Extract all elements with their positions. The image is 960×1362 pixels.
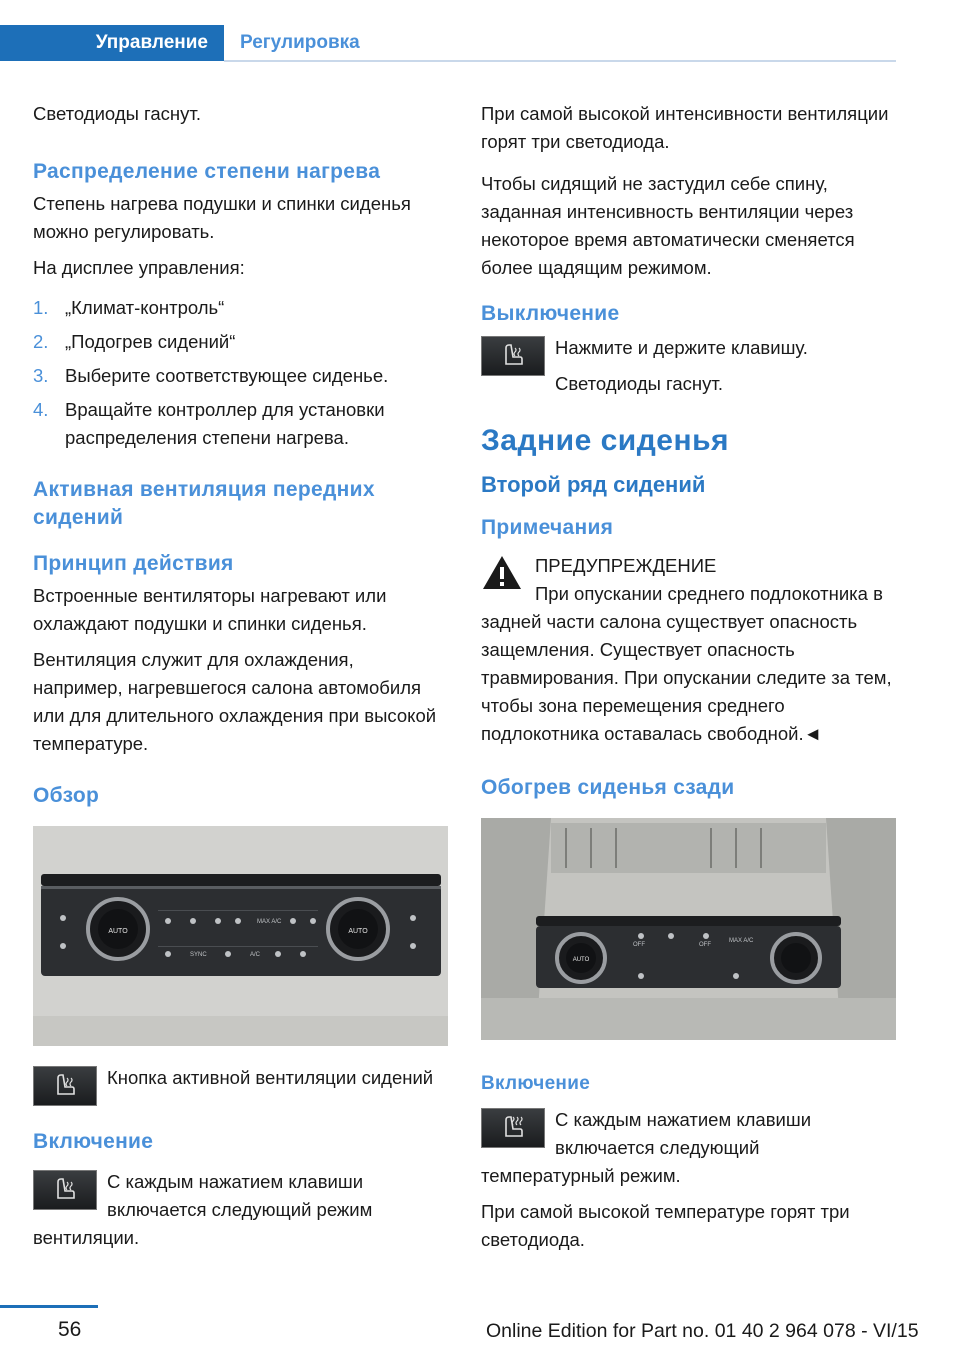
page-number: 56 xyxy=(58,1318,82,1341)
list-item: 2. „Подогрев сидений“ xyxy=(33,331,236,352)
rear-climate-panel-illustration xyxy=(481,818,896,1040)
auto-right-label: AUTO xyxy=(348,928,368,935)
tab-upravlenie[interactable]: Управление xyxy=(0,25,224,61)
footer-accent-line xyxy=(0,1305,98,1308)
right-column xyxy=(481,100,896,1270)
heading-heat-distribution: Распределение степени нагрева xyxy=(33,160,381,183)
switch-off-leds: Светодиоды гаснут. xyxy=(555,373,723,394)
max-ac-label: MAX A/C xyxy=(257,919,282,925)
warning-block xyxy=(481,552,896,748)
paragraph-leds-off: Светодиоды гаснут. xyxy=(33,103,201,124)
paragraph-auto-reduce: Чтобы сидящий не застудил себе спину, заданная интенсивность вентиляции через некоторое время автоматически сменяется более щадящим режимом. xyxy=(481,173,855,278)
rear-climate-panel-photo xyxy=(481,818,896,1040)
switch-on-right-block xyxy=(481,1106,896,1254)
rear-auto-label: AUTO xyxy=(572,957,590,963)
paragraph-ventilation-purpose: Вентиляция служит для охлаждения, например, нагревшегося салона автомобиля или для длительного охлаждения при высокой температуре. xyxy=(33,649,437,754)
ventilation-button-caption: Кнопка активной вентиляции сидений xyxy=(107,1067,434,1088)
warning-triangle-icon xyxy=(481,554,523,592)
list-item: 3. Выберите соответствующее сиденье. xyxy=(33,365,389,386)
switch-on-left-block xyxy=(33,1168,448,1252)
rear-off-label-1: OFF xyxy=(633,942,645,948)
list-item: 1. „Климат-контроль“ xyxy=(33,297,225,318)
heading-switch-on-left: Включение xyxy=(33,1130,154,1153)
seat-ventilation-key-icon xyxy=(33,1170,97,1210)
warning-text: При опускании среднего подлокотника в задней части салона существует опасность защемления. Существует опасность травмирования. При опускании следите за тем, чтобы зона перемещения среднего подлокотника оставалась свободной.◄ xyxy=(481,583,892,744)
heading-switch-on-right: Включение xyxy=(481,1073,591,1094)
paragraph-max-temperature: При самой высокой температуре горят три светодиода. xyxy=(481,1201,850,1250)
heading-notes: Примечания xyxy=(481,516,614,539)
heading-switch-off: Выключение xyxy=(481,302,620,325)
heading-rear-seat-heating: Обогрев сиденья сзади xyxy=(481,776,735,799)
list-item: 4. Вращайте контроллер для установки распределения степени нагрева. xyxy=(33,399,385,448)
header-bar xyxy=(0,25,896,63)
paragraph-max-intensity: При самой высокой интенсивности вентиляции горят три светодиода. xyxy=(481,103,889,152)
ac-label: A/C xyxy=(250,952,261,958)
header-divider xyxy=(224,60,896,62)
climate-panel-photo xyxy=(33,826,448,1046)
switch-off-row xyxy=(481,334,896,398)
paragraph-heat-adjust: Степень нагрева подушки и спинки сиденья можно регулировать. xyxy=(33,193,411,242)
heading-second-row: Второй ряд сидений xyxy=(481,472,706,497)
paragraph-switch-on-ventilation: С каждым нажатием клавиши включается следующий режим вентиляции. xyxy=(33,1171,373,1248)
seat-ventilation-key-icon xyxy=(481,336,545,376)
steps-list xyxy=(33,294,448,452)
sync-label: SYNC xyxy=(190,952,207,958)
edition-note: Online Edition for Part no. 01 40 2 964 078 - VI/15 xyxy=(486,1320,919,1342)
paragraph-switch-on-heating: С каждым нажатием клавиши включается следующий температурный режим. xyxy=(481,1109,812,1186)
paragraph-fans: Встроенные вентиляторы нагревают или охлаждают подушки и спинки сиденья. xyxy=(33,585,387,634)
heading-rear-seats: Задние сиденья xyxy=(481,424,730,457)
ventilation-button-caption-row xyxy=(33,1064,448,1106)
heading-active-ventilation: Активная вентиляция передних сидений xyxy=(33,478,375,529)
seat-ventilation-key-icon xyxy=(33,1066,97,1106)
heading-overview: Обзор xyxy=(33,784,100,807)
rear-off-label-2: OFF xyxy=(699,942,711,948)
switch-off-instruction: Нажмите и держите клавишу. xyxy=(555,337,808,358)
rear-max-ac-label: MAX A/C xyxy=(729,938,754,944)
auto-left-label: AUTO xyxy=(108,928,128,935)
paragraph-display: На дисплее управления: xyxy=(33,257,245,278)
left-column xyxy=(33,100,448,1252)
tab-regulirovka[interactable]: Регулировка xyxy=(240,32,360,53)
seat-heating-key-icon xyxy=(481,1108,545,1148)
heading-principle: Принцип действия xyxy=(33,552,234,575)
climate-panel-illustration xyxy=(33,826,448,1046)
warning-title: ПРЕДУПРЕЖДЕНИЕ xyxy=(535,555,717,576)
